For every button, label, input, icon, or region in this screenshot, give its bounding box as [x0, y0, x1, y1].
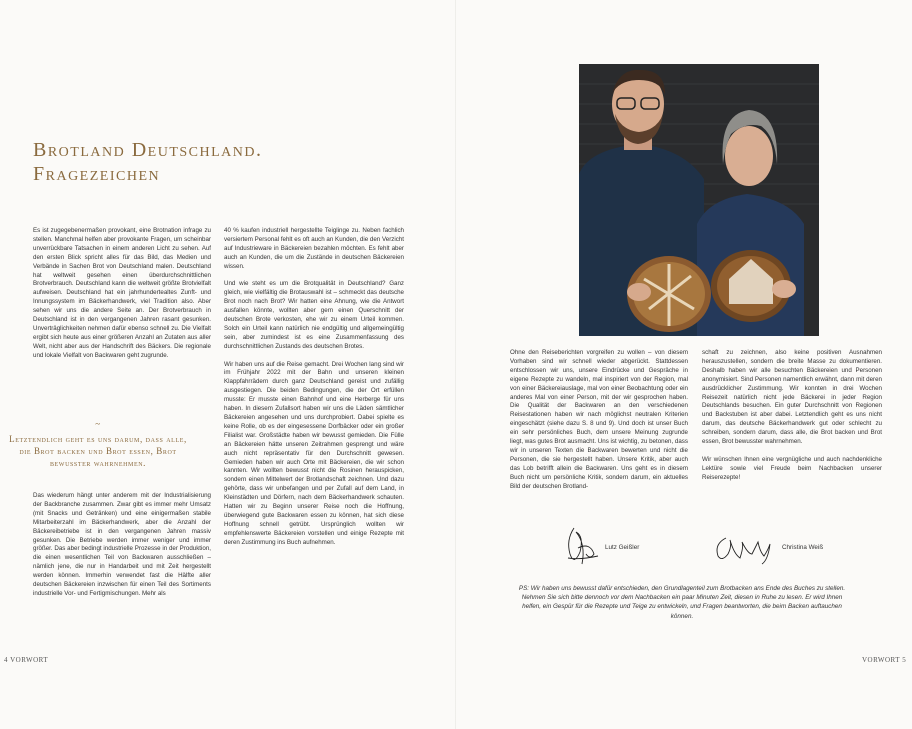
column-3 — [510, 349, 688, 500]
signature-lutz — [560, 524, 604, 568]
column-1b — [33, 492, 211, 608]
paragraph: schaft zu zeichnen, also keine positiven Ausnahmen herauszustellen, sondern die breite Masse zu dokumentieren. Deshalb haben wir alle besuchten Bäckereien und Personen anonymisiert. Sind Personen namentlich erwähnt, dann mit deren ausdrücklicher Zustimmung. Wir konnten in drei Wochen Reisezeit natürlich nicht jede Bäckerei in jeder Region Deutschlands besuchen. Ein guter Durchschnitt von Regionen und Backstuben ist aber dabei. Letztendlich geht es uns nicht darum, das deutsche Bäckerhandwerk gut oder schlecht zu schreiben, sondern darum, dass alle, die Brot backen und Brot essen, Brot bewusster wahrnehmen. — [702, 349, 882, 446]
footer-left: 4 VORWORT — [4, 656, 49, 664]
paragraph: Ohne den Reiseberichten vorgreifen zu wollen – von diesem Vorhaben sind wir schnell wieder abgerückt. Stattdessen entschlossen wir uns, unsere Eindrücke und Gespräche in eigene Rezepte zu wandeln, mal inspiriert von der Region, mal von einer Bäckereiauslage, mal von einer Beobachtung oder ein anderes Mal von einer Person, mit der wir gesprochen haben. Die Qualität der Backwaren an den verschiedenen Reisestationen haben wir nach möglichst neutralen Kriterien eingeschätzt (siehe dazu S. 8 und 9). Und doch ist unser Buch ein sehr persönliches Buch, dem unsere Meinung zugrunde liegt, was gutes Brot ausmacht. Uns ist wichtig, zu betonen, dass wir in unseren Texten die Backwaren bewerten und nicht die Personen, die sie hergestellt haben. Unsere Kritik, aber auch das Lob betrifft allein die Backwaren. Uns geht es in diesem Buch nicht um persönliche Kritik, sondern darum, ein aktuelles Bild der deutschen Brotland- — [510, 349, 688, 490]
paragraph: Wir wünschen Ihnen eine vergnügliche und auch nachdenkliche Lektüre sowie viel Freude beim Nachbacken unserer Reiserezepte! — [702, 455, 882, 481]
column-2 — [224, 227, 404, 556]
paragraph: Und wie steht es um die Brotqualität in Deutschland? Ganz gleich, wie vielfältig die Brotauswahl ist – schmeckt das deutsche Brot noch nach Brot? Wir hatten eine Ahnung, wie die Antwort ausfallen könnte, wollten aber gern einen Querschnitt der deutschen Brote verkosten, ehe wir zu einem Urteil kommen. Solch ein Urteil kann natürlich nie endgültig und allgemeingültig sein, aber zumindest ist es eine Zusammenfassung des durchschnittlichen Zustands des deutschen Brotes. — [224, 280, 404, 350]
pull-quote — [8, 418, 188, 469]
signature-name-lutz: Lutz Geißler — [605, 544, 640, 551]
paragraph: 40 % kaufen industriell hergestellte Teiglinge zu. Neben fachlich versiertem Personal fehlt es oft auch an Kunden, die den Verzicht auf Industrieware in Bäckereien bezahlen möchten. Es fehlt aber auch an Kunden, die um die Zustände in deutschen Bäckereien wissen. — [224, 227, 404, 270]
quote-ornament: ~ — [95, 419, 101, 429]
pull-quote-text: Letztendlich geht es uns darum, dass alle, die Brot backen und Brot essen, Brot bewusster wahrnehmen. — [9, 434, 187, 468]
paragraph: Wir haben uns auf die Reise gemacht. Drei Wochen lang sind wir im Frühjahr 2022 mit der Bahn und unseren kleinen Klappfahrrädern durch ganz Deutschland gereist und zufällig ausgestiegen. Die beiden Bedingungen, die der Ort erfüllen musste: Er musste einen Bahnhof und eine Herberge für uns haben. In diesem Zufallsort haben wir uns die Läden sämtlicher Bäckereien angesehen und uns durchprobiert. Dabei spielte es keine Rolle, ob es der eingesessene Dorfbäcker oder ein großer Filialist war. Großstädte haben wir bewusst gemieden. Die Fülle an Bäckereien hätte unseren Zeitrahmen gesprengt und wäre auch nicht repräsentativ für den Durchschnitt gewesen. Gemieden haben wir auch Orte mit Bäckereien, die wir schon kannten. Wir wollten bewusst nicht die Rosinen herauspicken, sondern einen Mittelwert der Brotlandschaft zeichnen. Und dazu gehörte, dass wir unbefangen und per Zufall auf dem Land, in Kleinstädten und Dörfern, nach dem Bäckerhandwerk schauten. Hatten wir zu Beginn unserer Reise noch die Hoffnung, überwiegend gute Backwaren essen zu können, hat sich diese Hoffnung schnell getrübt. Ursprünglich wollten wir empfehlenswerte Bäckereien vorstellen und einige Rezepte mit deren Zustimmung ins Buch aufnehmen. — [224, 360, 404, 546]
paragraph: Das wiederum hängt unter anderem mit der Industrialisierung der Backbranche zusammen. Zwar gibt es immer mehr Umsatz (mit Snacks und Getränken) und eine einigermaßen stabile Mitarbeiterzahl im Bäckerhandwerk, aber die Anzahl der Bäckereibetriebe ist in den vergangenen Jahren massiv gesunken. Die Betriebe werden immer weniger und immer größer. Das aber bedingt industrielle Prozesse in der Produktion, die einen wesentlichen Teil von Backwaren ausschließen – nämlich jene, die nur in Handarbeit und mit Zeit hergestellt werden können. Immerhin verwendet fast die Hälfte aller deutschen Bäckereien inzwischen für einen Teil des Sortiments industrielle Vor- und Fertigmischungen. Mehr als — [33, 492, 211, 597]
column-1 — [33, 227, 211, 369]
footer-right: VORWORT 5 — [862, 656, 907, 664]
paragraph: Es ist zugegebenermaßen provokant, eine Brotnation infrage zu stellen. Manchmal helfen aber provokante Fragen, um scheinbar unverrückbare Tatsachen in einem anderen Licht zu sehen. Auf den ersten Blick spricht alles für das Bild, das Medien und Verbände in Sachen Brot von Deutschland malen. Deutschland hat weltweit gesehen einen überdurchschnittlichen Brotverbrauch. Deutschland kann die weltweit größte Brotvielfalt aufweisen. Deutschland hat ein jahrhundertealtes Zunft- und Innungssystem im Bäckerhandwerk, viel Tradition also. Aber sehen wir uns die andere Seite an. Der Brotverbrauch in Deutschland ist in den vergangenen Jahren rasant gesunken. Unverträglichkeiten nehmen dafür ebenso schnell zu. Die Vielfalt ergibt sich heute aus einer größeren Anzahl an Zutaten aus aller Welt, nicht aber aus der Handschrift des Bäckers. Die regionale und lokale Vielfalt von Backwaren geht zugrunde. — [33, 227, 211, 359]
column-4 — [702, 349, 882, 491]
postscript: PS: Wir haben uns bewusst dafür entschieden, den Grundlagenteil zum Brotbacken ans Ende des Buches zu stellen. Nehmen Sie sich bitte dennoch vor dem Nachbacken ein paar Minuten Zeit, diesen in Ruhe zu lesen. Er wird Ihnen helfen, ein Gespür für die Rezepte und Teige zu entwickeln, und Fragen beantworten, die beim Backen auftauchen können. — [518, 585, 846, 620]
portrait-photo-icon — [579, 64, 819, 336]
chapter-title: Brotland Deutschland. Fragezeichen — [33, 139, 263, 185]
signature-name-christina: Christina Weiß — [782, 544, 824, 551]
portrait-photo — [579, 64, 819, 336]
signature-christina — [712, 524, 774, 568]
